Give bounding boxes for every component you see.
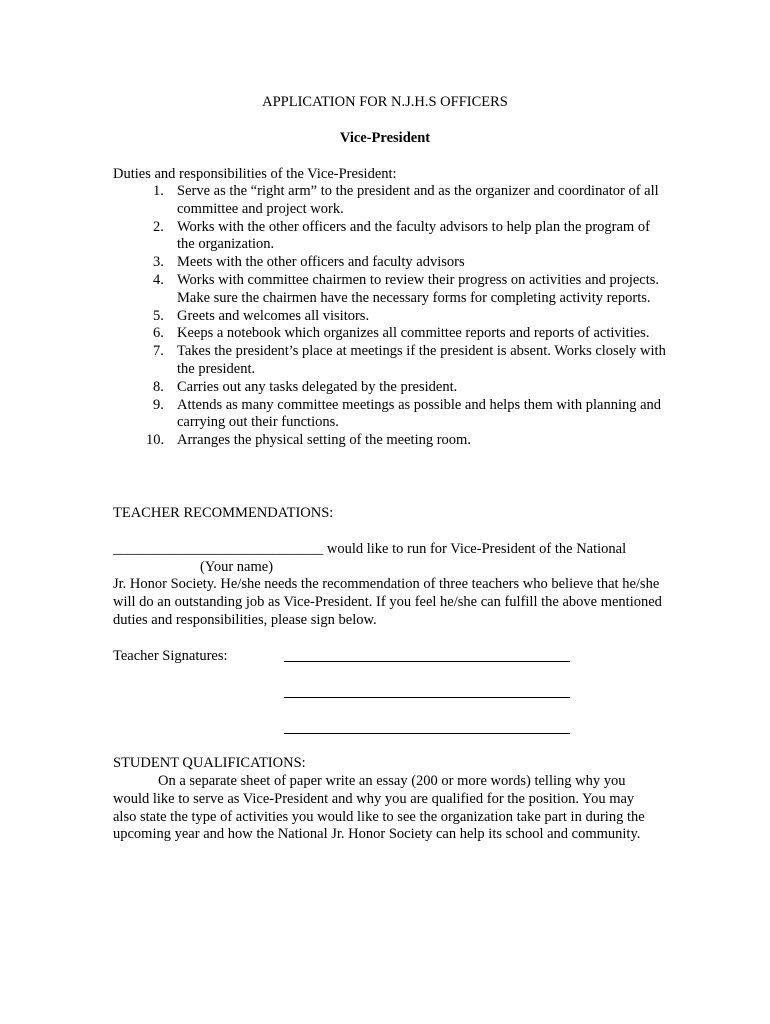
- duty-text: Arranges the physical setting of the meeting room.: [177, 432, 471, 449]
- teacher-paragraph: Jr. Honor Society. He/she needs the recommendation of three teachers who believe that he/she will do an outstanding job as Vice-President. If you feel he/she can fulfill the above mentioned duties and responsibilities, please sign below.: [113, 576, 662, 628]
- duty-text: Takes the president’s place at meetings if the president is absent. Works closely with the president.: [177, 343, 666, 377]
- duty-text: Attends as many committee meetings as possible and helps them with planning and carrying out their functions.: [177, 396, 662, 431]
- name-line: [113, 541, 626, 559]
- name-line-text: would like to run for Vice-President of the National: [326, 541, 627, 557]
- signature-line-2[interactable]: [284, 697, 570, 698]
- duty-number: 5.: [153, 307, 164, 324]
- duty-item: [113, 254, 667, 272]
- duty-item: [113, 379, 667, 397]
- student-paragraph: On a separate sheet of paper write an essay (200 or more words) telling why you would like to serve as Vice-President and why you are qualified for the position. You may also state the type of activities you would like to see the organization take part in during the upcoming year and how the National Jr. Honor Society can help its school and community.: [113, 773, 645, 843]
- duty-text: Greets and welcomes all visitors.: [177, 307, 370, 324]
- duty-number: 8.: [153, 378, 164, 395]
- duty-number: 1.: [153, 183, 164, 199]
- duty-item: [113, 183, 667, 219]
- position-title: Vice-President: [339, 130, 431, 146]
- duty-number: 2.: [153, 218, 164, 235]
- duty-number: 3.: [153, 254, 164, 271]
- duty-text: Meets with the other officers and faculty advisors: [177, 254, 465, 271]
- duty-text: Works with the other officers and the faculty advisors to help plan the program of the organization.: [177, 218, 650, 253]
- teacher-signatures-label: Teacher Signatures:: [113, 648, 228, 664]
- duty-item: [113, 308, 667, 326]
- duty-item: [113, 397, 667, 433]
- duty-number: 4.: [153, 271, 164, 288]
- duty-item: [113, 432, 667, 450]
- your-name-caption: (Your name): [200, 559, 274, 575]
- duty-number: 9.: [153, 396, 164, 413]
- duties-heading: Duties and responsibilities of the Vice-President:: [113, 166, 397, 182]
- duty-item: [113, 272, 667, 308]
- duties-list: [113, 183, 667, 450]
- signature-line-3[interactable]: [284, 733, 570, 734]
- duty-item: [113, 343, 667, 379]
- duty-text: Works with committee chairmen to review their progress on activities and projects. Make sure the chairmen have the necessary forms for completing activity reports.: [177, 271, 660, 306]
- duty-number: 7.: [153, 343, 164, 360]
- duty-text: Keeps a notebook which organizes all committee reports and reports of activities.: [177, 325, 650, 342]
- name-blank[interactable]: _____________________________: [113, 541, 324, 557]
- document-title: APPLICATION FOR N.J.H.S OFFICERS: [262, 94, 508, 110]
- duty-item: [113, 219, 667, 255]
- duty-number: 10.: [146, 432, 165, 449]
- duty-number: 6.: [153, 325, 164, 342]
- duty-text: Serve as the “right arm” to the president and as the organizer and coordinator of all committee and project work.: [177, 183, 659, 217]
- teacher-recommendations-heading: TEACHER RECOMMENDATIONS:: [113, 505, 334, 521]
- duty-item: [113, 325, 667, 343]
- duty-text: Carries out any tasks delegated by the president.: [177, 378, 458, 395]
- student-qualifications-heading: STUDENT QUALIFICATIONS:: [113, 755, 306, 771]
- signature-line-1[interactable]: [284, 661, 570, 662]
